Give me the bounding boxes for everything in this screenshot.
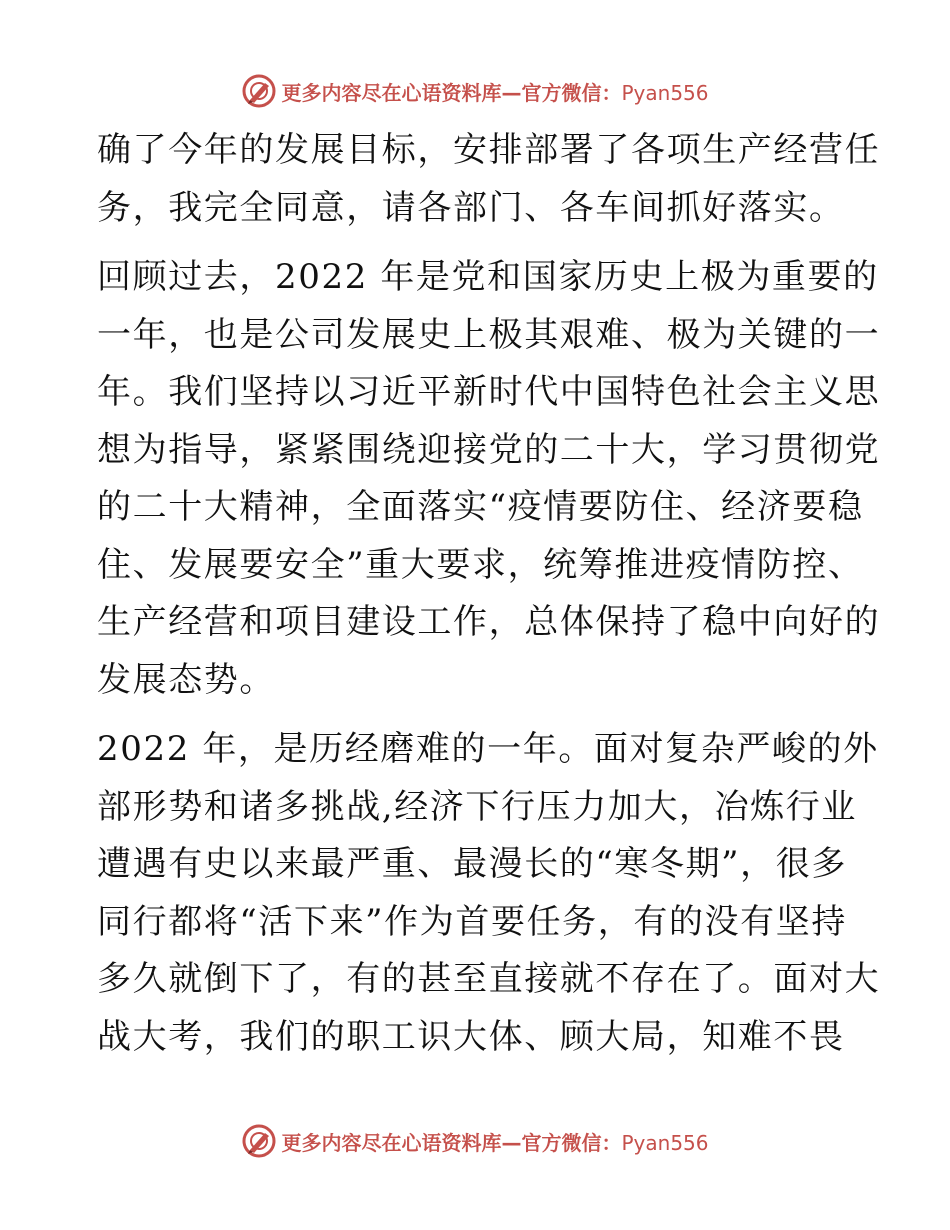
text-line: 遭遇有史以来最严重、最漫长的“寒冬期”，很多: [97, 844, 847, 884]
pen-logo-icon: [241, 1123, 277, 1159]
text-line: 2022 年，是历经磨难的一年。面对复杂严峻的外: [97, 729, 879, 769]
text-line: 确了今年的发展目标，安排部署了各项生产经营任: [97, 130, 881, 170]
text-line: 多久就倒下了，有的甚至直接就不存在了。面对大: [97, 959, 881, 999]
text-line: 部形势和诸多挑战,经济下行压力加大，冶炼行业: [97, 786, 858, 827]
header-wechat-id: Pyan556: [621, 80, 709, 105]
text-line: 回顾过去，2022 年是党和国家历史上极为重要的: [97, 257, 879, 297]
pen-logo-icon: [241, 73, 277, 109]
footer-watermark-banner: [0, 1121, 950, 1161]
footer-banner-text: 更多内容尽在心语资料库—官方微信：Pyan556: [281, 1130, 709, 1155]
paragraph: [97, 249, 881, 709]
document-body: [97, 122, 881, 1066]
paragraph: [97, 122, 881, 237]
text-line: 住、发展要安全”重大要求，统筹推进疫情防控、: [97, 544, 864, 585]
text-line: 务，我完全同意，请各部门、各车间抓好落实。: [97, 187, 845, 228]
text-line: 战大考，我们的职工识大体、顾大局，知难不畏: [97, 1016, 845, 1057]
text-line: 的二十大精神，全面落实“疫情要防住、经济要稳: [97, 487, 864, 527]
text-line: 生产经营和项目建设工作，总体保持了稳中向好的: [97, 602, 881, 642]
text-line: 想为指导，紧紧围绕迎接党的二十大，学习贯彻党: [97, 429, 881, 470]
footer-wechat-id: Pyan556: [621, 1130, 709, 1155]
header-banner-text: 更多内容尽在心语资料库—官方微信：Pyan556: [281, 80, 709, 105]
text-line: 一年，也是公司发展史上极其艰难、极为关键的一: [97, 314, 881, 355]
text-line: 年。我们坚持以习近平新时代中国特色社会主义思: [97, 372, 881, 412]
header-watermark-banner: [0, 71, 950, 111]
text-line: 同行都将“活下来”作为首要任务，有的没有坚持: [97, 901, 847, 942]
paragraph: [97, 721, 881, 1066]
text-line: 发展态势。: [97, 659, 275, 700]
